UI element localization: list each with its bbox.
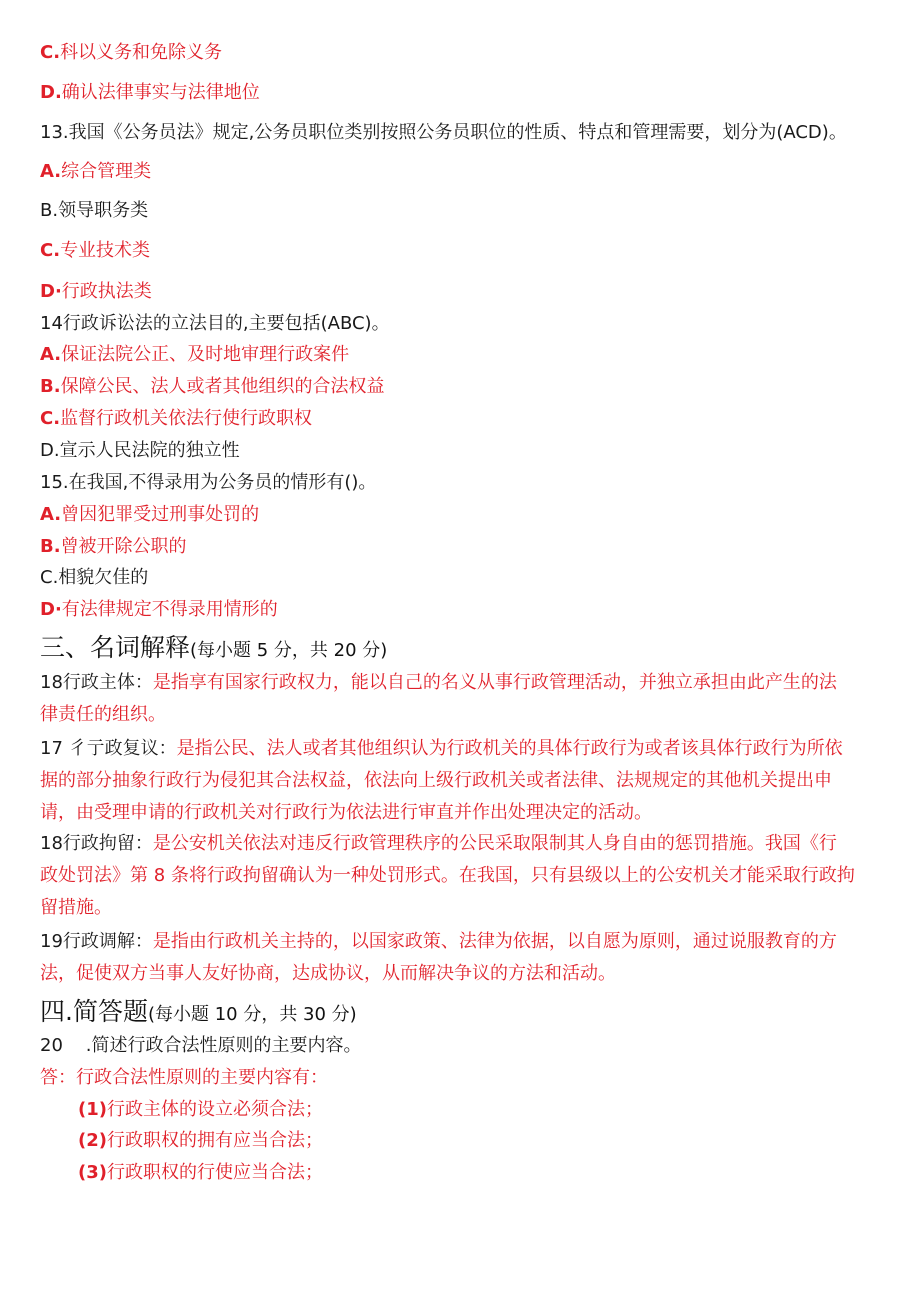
q15-option-d	[40, 598, 278, 622]
q12-option-d	[40, 81, 260, 105]
term-text-line: 留措施。	[40, 897, 112, 918]
q20-question: 20 .简述行政合法性原则的主要内容。	[40, 1035, 362, 1056]
option-letter: A.	[40, 161, 62, 182]
option-letter: A.	[40, 504, 62, 525]
term-label: 18行政拘留：	[40, 833, 153, 854]
point-number: (3)	[78, 1162, 107, 1183]
option-text: 曾因犯罪受过刑事处罚的	[61, 504, 260, 525]
option-letter: D·	[40, 281, 62, 302]
point-number: (1)	[78, 1099, 107, 1120]
option-letter: C.	[40, 567, 59, 588]
q15-question: 15.在我国,不得录用为公务员的情形有()。	[40, 472, 377, 493]
section4-heading	[40, 996, 357, 1031]
point-text: 行政主体的设立必须合法；	[106, 1099, 323, 1120]
term-administrative-subject	[40, 667, 880, 731]
term-text-line: 请，由受理申请的行政机关对行政行为依法进行审直并作出处理决定的活动。	[40, 802, 652, 823]
option-text: 保障公民、法人或者其他组织的合法权益	[60, 376, 385, 397]
option-letter: A.	[40, 344, 62, 365]
q14-option-b	[40, 375, 385, 399]
term-text-line: 是指由行政机关主持的，以国家政策、法律为依据，以自愿为原则，通过说服教育的方	[152, 931, 837, 952]
option-text: 综合管理类	[61, 161, 152, 182]
option-letter: C.	[40, 408, 61, 429]
section-note: (每小题 5 分，共 20 分)	[190, 640, 388, 661]
option-letter: B.	[40, 376, 61, 397]
q13-option-b	[40, 199, 148, 223]
term-text-line: 是指享有国家行政权力，能以自己的名义从事行政管理活动，并独立承担由此产生的法	[152, 672, 837, 693]
q13-question: 13.我国《公务员法》规定,公务员职位类别按照公务员职位的性质、特点和管理需要，划分为(ACD)。	[40, 122, 847, 143]
q13-option-c	[40, 239, 150, 263]
section-note: (每小题 10 分，共 30 分)	[147, 1004, 357, 1025]
option-text: 有法律规定不得录用情形的	[61, 599, 278, 620]
option-letter: B.	[40, 200, 59, 221]
term-text-line: 律责任的组织。	[40, 704, 166, 725]
option-letter: D.	[40, 440, 60, 461]
q13-option-d	[40, 280, 152, 304]
q15-option-b	[40, 535, 187, 559]
term-label: 18行政主体：	[40, 672, 153, 693]
q20-point-3	[78, 1161, 323, 1185]
section-title: 四.简答题	[40, 997, 148, 1026]
q15-option-a	[40, 503, 259, 527]
option-text: 行政执法类	[61, 281, 152, 302]
term-text-line: 是公安机关依法对违反行政管理秩序的公民采取限制其人身自由的惩罚措施。我国《行	[152, 833, 837, 854]
option-text: 专业技术类	[60, 240, 151, 261]
option-text: 科以义务和免除义务	[60, 42, 223, 63]
option-letter: D·	[40, 599, 62, 620]
section-title: 三、名词解释	[40, 633, 191, 662]
term-text-line: 法，促使双方当事人友好协商，达成协议，从而解决争议的方法和活动。	[40, 963, 616, 984]
q12-option-c	[40, 41, 222, 65]
q14-option-c	[40, 407, 312, 431]
q20-point-2	[78, 1129, 323, 1153]
term-administrative-mediation	[40, 926, 880, 990]
term-label: 19行政调解：	[40, 931, 153, 952]
option-letter: C.	[40, 240, 61, 261]
q20-answer-intro: 答：行政合法性原则的主要内容有：	[40, 1067, 328, 1088]
q14-option-d	[40, 439, 240, 463]
q15-option-c	[40, 566, 148, 590]
section3-heading	[40, 632, 387, 667]
option-text: 领导职务类	[58, 200, 149, 221]
point-text: 行政职权的行使应当合法；	[106, 1162, 323, 1183]
option-text: 曾被开除公职的	[60, 536, 187, 557]
q14-option-a	[40, 343, 349, 367]
option-text: 监督行政机关依法行使行政职权	[60, 408, 313, 429]
option-letter: C.	[40, 42, 61, 63]
option-letter: D.	[40, 82, 62, 103]
term-administrative-detention	[40, 828, 880, 924]
q20-point-1	[78, 1098, 323, 1122]
point-text: 行政职权的拥有应当合法；	[106, 1130, 323, 1151]
term-text-line: 是指公民、法人或者其他组织认为行政机关的具体行政行为或者该具体行政行为所依	[176, 738, 843, 759]
option-text: 宣示人民法院的独立性	[59, 440, 240, 461]
point-number: (2)	[78, 1130, 107, 1151]
term-label: 17 彳亍政复议：	[40, 738, 177, 759]
q13-option-a	[40, 160, 151, 184]
option-text: 保证法院公正、及时地审理行政案件	[61, 344, 350, 365]
option-text: 确认法律事实与法律地位	[61, 82, 260, 103]
term-text-line: 政处罚法》第 8 条将行政拘留确认为一种处罚形式。在我国，只有县级以上的公安机关才能采取行政拘	[40, 865, 855, 886]
term-administrative-reconsideration	[40, 733, 880, 829]
term-text-line: 据的部分抽象行政行为侵犯其合法权益，依法向上级行政机关或者法律、法规规定的其他机关提出申	[40, 770, 832, 791]
q14-question: 14行政诉讼法的立法目的,主要包括(ABC)。	[40, 313, 390, 334]
option-letter: B.	[40, 536, 61, 557]
option-text: 相貌欠佳的	[58, 567, 149, 588]
